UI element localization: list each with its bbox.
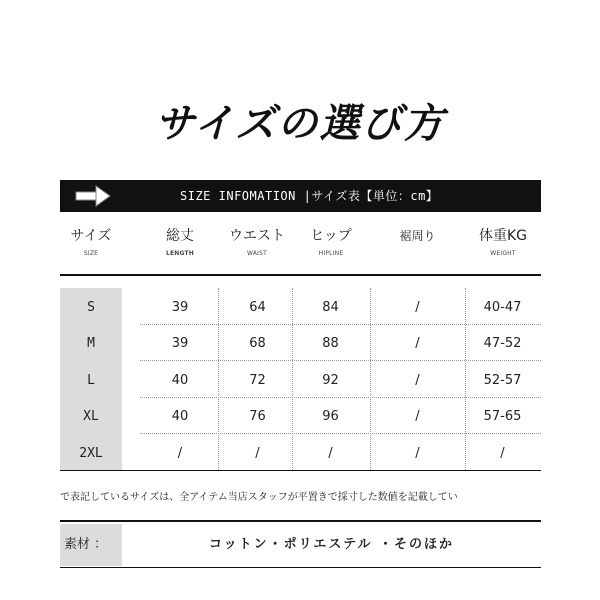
header-waist-en: WAIST xyxy=(247,250,267,257)
length-cell: 39 xyxy=(171,300,189,315)
header-weight xyxy=(465,226,541,274)
length-cell: 40 xyxy=(171,373,189,388)
waist-cell: 76 xyxy=(249,409,266,424)
hem-cell: / xyxy=(415,373,420,388)
hem-cell: / xyxy=(415,409,420,424)
row-divider xyxy=(140,324,541,325)
hem-cell: / xyxy=(415,446,420,461)
waist-cell: 64 xyxy=(249,300,266,315)
hem-cell: / xyxy=(415,336,420,351)
header-waist xyxy=(218,226,296,274)
material-bottom-rule xyxy=(60,567,541,568)
hipline-cell: 96 xyxy=(322,409,339,424)
header-hem xyxy=(370,226,465,274)
material-top-rule xyxy=(60,520,541,522)
hipline-cell: 84 xyxy=(322,300,339,315)
hipline-cell: 88 xyxy=(322,336,339,351)
waist-cell: 68 xyxy=(249,336,266,351)
weight-cell: 40-47 xyxy=(483,300,522,315)
header-rule xyxy=(60,274,541,276)
hipline-cell: / xyxy=(328,446,333,461)
weight-cell: 57-65 xyxy=(483,409,522,424)
size-cell: L xyxy=(87,373,95,388)
header-waist-jp: ウエスト xyxy=(229,228,285,244)
header-weight-en: WEIGHT xyxy=(490,250,516,257)
header-weight-jp: 体重KG xyxy=(478,228,528,244)
page-title: サイズの選び方 xyxy=(154,101,446,147)
arrow-right-icon xyxy=(74,185,114,207)
size-info-banner xyxy=(60,180,541,212)
material-value: コットン・ポリエステル ・そのほか xyxy=(208,537,455,552)
row-divider xyxy=(140,397,541,398)
waist-cell: 72 xyxy=(249,373,266,388)
size-cell: XL xyxy=(83,409,99,424)
header-hipline xyxy=(292,226,370,274)
weight-cell: / xyxy=(500,446,505,461)
header-length-en: LENGTH xyxy=(165,250,195,257)
row-divider xyxy=(140,360,541,361)
size-cell: M xyxy=(87,336,95,351)
measurement-note: で表記しているサイズは、全アイテム当店スタッフが平置きで採寸した数値を記載してい xyxy=(60,492,458,503)
material-label: 素材 ： xyxy=(60,524,122,566)
size-cell: S xyxy=(87,300,95,315)
weight-cell: 47-52 xyxy=(483,336,522,351)
length-cell: / xyxy=(177,446,183,461)
size-cell: 2XL xyxy=(79,446,103,461)
header-hem-jp: 裾周り xyxy=(399,229,436,243)
header-hipline-en: HIPLINE xyxy=(318,250,344,257)
waist-cell: / xyxy=(255,446,260,461)
banner-text: SIZE INFOMATION |サイズ表【単位：cm】 xyxy=(180,189,439,203)
table-bottom-rule xyxy=(60,470,541,471)
header-length-jp: 総丈 xyxy=(166,228,194,244)
row-divider xyxy=(140,433,541,434)
hem-cell: / xyxy=(415,300,420,315)
hipline-cell: 92 xyxy=(322,373,339,388)
header-hipline-jp: ヒップ xyxy=(310,228,352,244)
header-size-jp: サイズ xyxy=(70,228,112,244)
length-cell: 39 xyxy=(171,336,189,351)
header-size xyxy=(60,226,122,274)
header-length xyxy=(140,226,220,274)
length-cell: 40 xyxy=(171,409,189,424)
weight-cell: 52-57 xyxy=(483,373,522,388)
header-size-en: SIZE xyxy=(83,250,99,257)
